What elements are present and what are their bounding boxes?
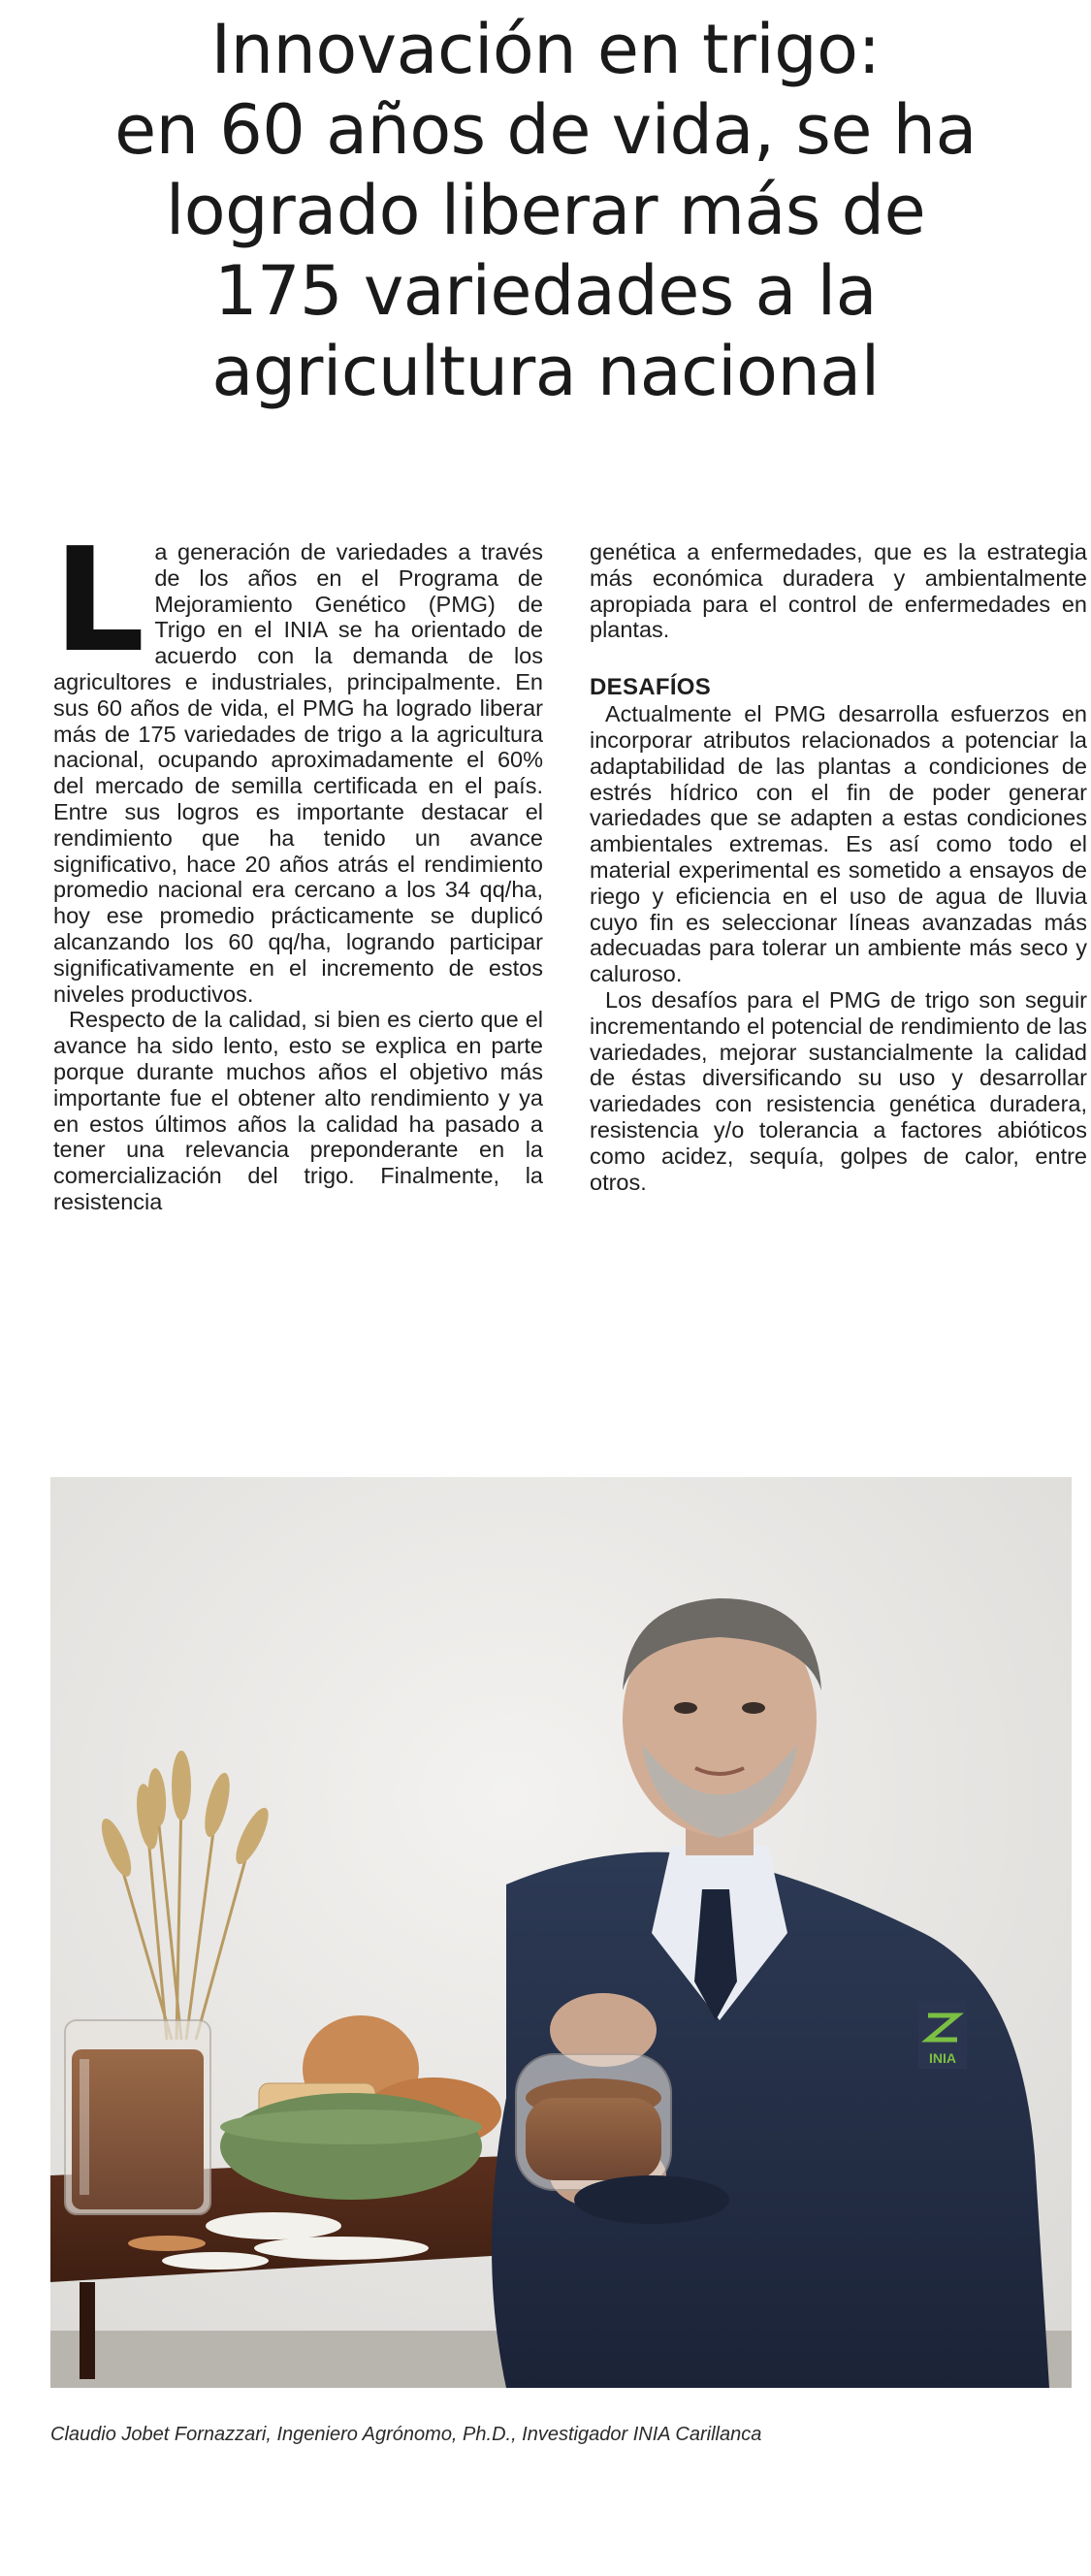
- headline: [39, 10, 1052, 412]
- article-paragraph: Actualmente el PMG desarrolla esfuerzos en incorporar atributos relacionados a potenciar la adaptabilidad de las plantas a condiciones de estrés hídrico con el fin de poder generar variedades que se adapten a estas condiciones ambientales extremas. Es así como todo el material experimental es sometido a ensayos de riego y eficiencia en el uso de agua de lluvia cuyo fin es seleccionar líneas avanzadas más adecuadas para tolerar un ambiente más seco y caluroso.: [590, 701, 1087, 987]
- article-paragraph: genética a enfermedades, que es la estrategia más económica duradera y ambientalmente apropiada para el control de enfermedades en plantas.: [590, 539, 1087, 643]
- article-column-left: [53, 517, 543, 1215]
- section-heading: DESAFÍOS: [590, 674, 712, 701]
- headline-line: 175 variedades a la: [213, 251, 877, 331]
- drop-cap: L: [53, 517, 145, 684]
- inia-logo-text: INIA: [929, 2050, 956, 2066]
- photo-illustration: [50, 1477, 1072, 2388]
- headline-line: Innovación en trigo:: [210, 10, 881, 89]
- headline-line: agricultura nacional: [211, 332, 880, 411]
- photo-caption: Claudio Jobet Fornazzari, Ingeniero Agrónomo, Ph.D., Investigador INIA Carillanca: [50, 2424, 762, 2445]
- glass-jar-left: [65, 2020, 210, 2214]
- headline-line: en 60 años de vida, se ha: [114, 90, 977, 170]
- article-paragraph: Los desafíos para el PMG de trigo son seguir incrementando el potencial de rendimiento de las variedades, mejorar sustancialmente la calidad de éstas diversificando su uso y desarrollar variedades con resistencia genética duradera, resistencia y/o tolerancia a factores abióticos como acidez, sequía, golpes de calor, entre otros.: [590, 986, 1087, 1195]
- glass-jar-held: [516, 2054, 671, 2190]
- article-photo: [50, 1477, 1072, 2388]
- article-paragraph: Respecto de la calidad, si bien es cierto que el avance ha sido lento, esto se explica en parte porque durante muchos años el objetivo más importante fue el obtener alto rendimiento y ya en estos últimos años la calidad ha pasado a tener una relevancia preponderante en la comercialización del trigo. Finalmente, la resistencia: [53, 1007, 543, 1214]
- headline-line: logrado liberar más de: [165, 171, 926, 250]
- article-paragraph: [53, 517, 543, 1007]
- article-column-right: [590, 539, 1087, 1195]
- paragraph-text: a generación de variedades a través de los años en el Programa de Mejoramiento Genético (PMG) de Trigo en el INIA se ha orientado de acuerdo con la demanda de los agricultores e industriales, principalmente. En sus 60 años de vida, el PMG ha logrado liberar más de 175 variedades de trigo a la agricultura nacional, ocupando aproximadamente el 60% del mercado de semilla certificada en el país. Entre sus logros es importante destacar el rendimiento que ha tenido un avance significativo, hace 20 años atrás el rendimiento promedio nacional era cercano a los 34 qq/ha, hoy ese promedio prácticamente se duplicó alcanzando los 60 qq/ha, logrando participar significativamente en el incremento de estos niveles productivos.: [53, 539, 543, 1007]
